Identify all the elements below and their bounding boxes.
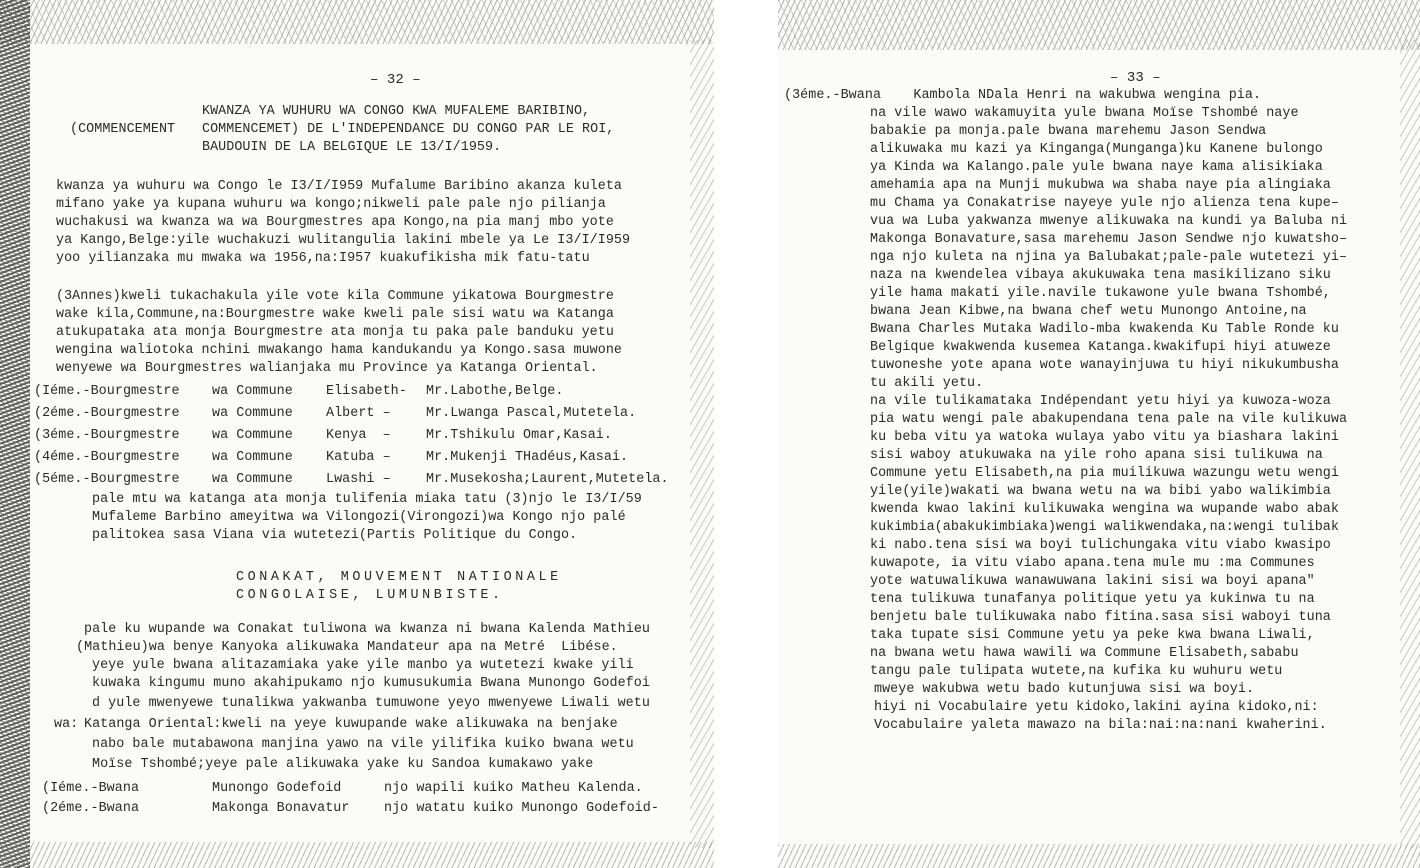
text-line: amehamia apa na Munji mukubwa wa shaba naye pia alingiaka: [870, 178, 1331, 193]
text-line: yote watuwalikuwa wanawuwana lakini sisi wa boyi apana": [870, 574, 1315, 589]
list-item: Katuba –: [326, 450, 391, 465]
page-number: – 33 –: [1110, 70, 1161, 86]
text-line: hiyi ni Vocabulaire yetu kidoko,lakini ayina kidoko,ni:: [874, 700, 1319, 715]
list-item: Kenya –: [326, 428, 391, 443]
text-line: palitokea sasa Viana via wutetezi(Partis Politique du Congo.: [92, 528, 578, 543]
text-line: tu akili yetu.: [870, 376, 984, 391]
page-gutter: [714, 0, 778, 868]
page-edge-texture: [778, 844, 1420, 868]
list-item: (2éme.-Bwana: [42, 801, 140, 816]
text-line: alikuwaka mu kazi ya Kinganga(Munganga)ku Kanene bulongo: [870, 142, 1323, 157]
list-item: wa Commune: [212, 472, 293, 487]
page-edge-texture: [1400, 40, 1420, 848]
list-item: (5éme.-Bourgmestre: [34, 472, 180, 487]
text-line: nga njo kuleta na njina ya Balubakat;pale-pale wutetezi yi–: [870, 250, 1348, 265]
list-item: Elisabeth-: [326, 384, 407, 399]
text-line: pale ku wupande wa Conakat tuliwona wa kwanza ni bwana Kalenda Mathieu: [84, 622, 650, 637]
text-line: mu Chama ya Conakatrise nayeye yule njo alienza tena kupe–: [870, 196, 1339, 211]
list-item: njo watatu kuiko Munongo Godefoid-: [384, 801, 659, 816]
text-line: d yule mwenyewe tunalikwa yakwanba tumuwone yeyo mwenyewe Liwali wetu: [92, 696, 650, 711]
text-line: kuwapote, ia vitu viabo apana.tena mule mu :ma Communes: [870, 556, 1315, 571]
page-edge-texture: [0, 0, 714, 44]
list-item: Munongo Godefoid: [212, 781, 342, 796]
list-item: (2éme.-Bourgmestre: [34, 406, 180, 421]
text-line: (3Annes)kweli tukachakula yile vote kila Commune yikatowa Bourgmestre: [56, 289, 614, 304]
text-line: kukimbia(abakukimbiaka)wengi walikwendaka,na:wengi tulibak: [870, 520, 1339, 535]
text-line: pale mtu wa katanga ata monja tulifenia miaka tatu (3)njo le I3/I/59: [92, 492, 642, 507]
text-line: Katanga Oriental:kweli na yeye kuwupande wake alikuwaka na benjake: [84, 717, 618, 732]
title-aside: (COMMENCEMENT: [70, 122, 176, 137]
list-item: Mr.Mukenji THadéus,Kasai.: [426, 450, 629, 465]
text-line: wake kila,Commune,na:Bourgmestre wake kweli pale sisi watu wa Katanga: [56, 307, 614, 322]
section-heading: CONGOLAISE, LUMUNBISTE.: [236, 588, 504, 603]
text-line: Mufaleme Barbino ameyitwa wa Vilongozi(Virongozi)wa Kongo njo palé: [92, 510, 626, 525]
text-line: yoo yilianzaka mu mwaka wa 1956,na:I957 kuakufikisha mik fatu-tatu: [56, 251, 590, 266]
list-item: Mr.Lwanga Pascal,Mutetela.: [426, 406, 637, 421]
margin-note: wa:: [54, 717, 79, 732]
list-item: (4éme.-Bourgmestre: [34, 450, 180, 465]
list-item: njo wapili kuiko Matheu Kalenda.: [384, 781, 643, 796]
list-item: wa Commune: [212, 450, 293, 465]
page-edge-texture: [0, 842, 714, 868]
list-item: wa Commune: [212, 428, 293, 443]
title-line: BAUDOUIN DE LA BELGIQUE LE 13/I/1959.: [202, 140, 502, 155]
text-line: tangu pale tulipata wutete,na kufika ku wuhuru wetu: [870, 664, 1283, 679]
text-line: yile(yile)wakati wa bwana wetu na wa bibi yabo walikimbia: [870, 484, 1331, 499]
text-line: Vocabulaire yaleta mawazo na bila:nai:na:nani kwaherini.: [874, 718, 1327, 733]
text-line: Belgique kwakwenda kusemea Katanga.kwakifupi hiyi atuweze: [870, 340, 1331, 355]
text-line: taka tupate sisi Commune yetu ya peke kwa bwana Liwali,: [870, 628, 1315, 643]
list-item: wa Commune: [212, 406, 293, 421]
list-item: Mr.Tshikulu Omar,Kasai.: [426, 428, 612, 443]
text-line: wenyewe wa Bourgmestres walianjaka mu Province ya Katanga Oriental.: [56, 361, 598, 376]
list-item: Mr.Musekosha;Laurent,Mutetela.: [426, 472, 669, 487]
text-line: kwenda kwao lakini kulikuwaka wengina wa wupande wabo abak: [870, 502, 1339, 517]
list-item: wa Commune: [212, 384, 293, 399]
text-line: ya Kinda wa Kalango.pale yule bwana naye kama alisikiaka: [870, 160, 1323, 175]
text-line: benjetu bale tulikuwaka nabo fitina.sasa sisi waboyi tuna: [870, 610, 1331, 625]
list-item: (Iéme.-Bwana: [42, 781, 140, 796]
text-line: tuwoneshe yote apana wote wanayinjuwa tu hiyi nikukumbusha: [870, 358, 1339, 373]
text-line: yile hama makati yile.navile tukawone yule bwana Tshombé,: [870, 286, 1331, 301]
text-line: ki nabo.tena sisi wa boyi tulichungaka vitu viabo kwasipo: [870, 538, 1331, 553]
page-edge-texture: [690, 40, 714, 848]
text-line: ya Kango,Belge:yile wuchakuzi wulitangulia lakini mbele ya Le I3/I/I959: [56, 233, 631, 248]
text-line: (Mathieu)wa benye Kanyoka alikuwaka Mandateur apa na Metré Libése.: [76, 640, 618, 655]
text-line: sisi waboy atukuwaka na yile roho apana sisi tulikuwa na: [870, 448, 1323, 463]
list-item: Albert –: [326, 406, 391, 421]
binding-edge: [0, 0, 30, 868]
text-line: wuchakusi wa kwanza wa wa Bourgmestres apa Kongo,na pia manj mbo yote: [56, 215, 614, 230]
text-line: na vile wawo wakamuyita yule bwana Moïse Tshombé naye: [870, 106, 1299, 121]
text-line: Moïse Tshombé;yeye pale alikuwaka yake ku Sandoa kumakawo yake: [92, 757, 594, 772]
text-line: vua wa Luba yakwanza mwenye alikuwaka na kundi ya Baluba ni: [870, 214, 1348, 229]
text-line: Bwana Charles Mutaka Wadilo-mba kwakenda Ku Table Ronde ku: [870, 322, 1339, 337]
text-line: mweye wakubwa wetu bado kutunjuwa sisi wa boyi.: [874, 682, 1255, 697]
text-line: tena tulikuwa tunafanya politique yetu ya kukinwa tu na: [870, 592, 1315, 607]
list-item: Makonga Bonavatur: [212, 801, 350, 816]
text-line: ku beba vitu ya watoka wulaya yabo vitu ya biashara lakini: [870, 430, 1339, 445]
text-line: nabo bale mutabawona manjina yawo na vile yilifika kuiko bwana wetu: [92, 737, 634, 752]
text-line: na bwana wetu hawa wawili wa Commune Elisabeth,sababu: [870, 646, 1299, 661]
text-line: bwana Jean Kibwe,na bwana chef wetu Munongo Antoine,na: [870, 304, 1307, 319]
list-item: (3éme.-Bourgmestre: [34, 428, 180, 443]
page-right: [778, 0, 1420, 868]
text-line: yeye yule bwana alitazamiaka yake yile manbo ya wutetezi kwake yili: [92, 658, 634, 673]
text-line: kwanza ya wuhuru wa Congo le I3/I/I959 Mufalume Baribino akanza kuleta: [56, 179, 622, 194]
text-line: naza na kwendelea vibaya akukuwaka tena masikilizano siku: [870, 268, 1331, 283]
text-line: atukupataka ata monja Bourgmestre ata monja tu paka pale banduku yetu: [56, 325, 614, 340]
list-item: (Iéme.-Bourgmestre: [34, 384, 180, 399]
list-item: Mr.Labothe,Belge.: [426, 384, 564, 399]
text-line: kuwaka kingumu muno akahipukamo njo kumusukumia Bwana Munongo Godefoi: [92, 676, 650, 691]
page-edge-texture: [778, 0, 1420, 50]
text-line: babakie pa monja.pale bwana marehemu Jason Sendwa: [870, 124, 1267, 139]
page-number: – 32 –: [370, 72, 421, 88]
list-item: Lwashi –: [326, 472, 391, 487]
title-line: COMMENCEMET) DE L'INDEPENDANCE DU CONGO PAR LE ROI,: [202, 122, 615, 137]
text-line: Makonga Bonavature,sasa marehemu Jason Sendwe njo kuwatsho–: [870, 232, 1348, 247]
section-heading: CONAKAT, MOUVEMENT NATIONALE: [236, 570, 562, 585]
text-line: mifano yake ya kupana wuhuru wa kongo;nikweli pale pale njo pilianja: [56, 197, 606, 212]
text-line: wengina waliotoka nchini mwakango hama kandukandu ya Kongo.sasa muwone: [56, 343, 622, 358]
text-line: Commune yetu Elisabeth,na pia muilikuwa wazungu wetu wengi: [870, 466, 1339, 481]
title-line: KWANZA YA WUHURU WA CONGO KWA MUFALEME BARIBINO,: [202, 104, 591, 119]
text-line: (3éme.-Bwana Kambola NDala Henri na wakubwa wengina pia.: [784, 88, 1262, 103]
text-line: na vile tulikamataka Indépendant yetu hiyi ya kuwoza-woza: [870, 394, 1331, 409]
text-line: pia watu wengi pale abakupendana tena pale na vile kulikuwa: [870, 412, 1348, 427]
